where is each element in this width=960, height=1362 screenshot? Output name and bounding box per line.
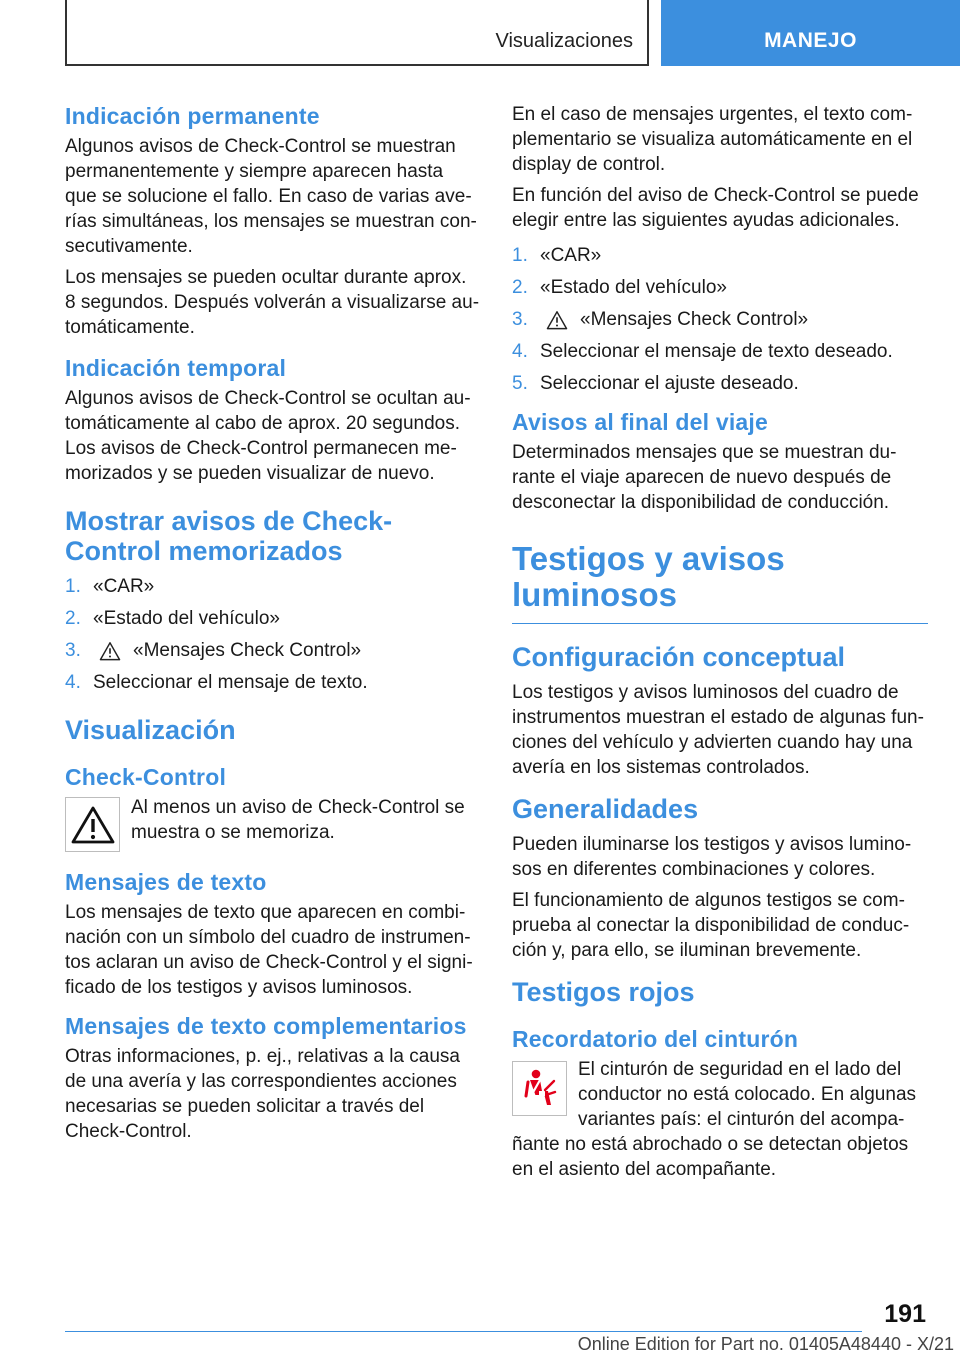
list-item [65,574,479,599]
heading-testigos-avisos: Testigos y avisos luminosos [512,541,928,624]
paragraph: El funcionamiento de algunos testigos se comprueba al conectar la disponibilidad de conducción y, para ello, se iluminan brevemente. [512,890,910,961]
step-number: 1. [512,245,528,266]
list-item [512,371,928,396]
paragraph: Otras informaciones, p. ej., relativas a la causa de una avería y las correspondientes acciones necesarias se pueden solicitar a través del Check-Control. [65,1046,460,1142]
heading-indicacion-temporal: Indicación temporal [65,355,287,381]
heading-avisos-final-viaje: Avisos al final del viaje [512,409,768,435]
step-text: Seleccionar el mensaje de texto. [93,672,368,693]
steps-list [65,574,479,695]
heading-testigos-rojos: Testigos rojos [512,977,695,1007]
list-item [65,670,479,695]
heading-configuracion: Configuración conceptual [512,642,846,672]
footer-edition-text: Online Edition for Part no. 01405A48440 - X/21 [577,1334,954,1354]
step-number: 5. [512,373,528,394]
paragraph: Los mensajes se pueden ocultar durante aprox. 8 segundos. Después volverán a visualizarse automáticamente. [65,267,480,338]
paragraph: En función del aviso de Check-Control se puede elegir entre las siguientes ayudas adicionales. [512,185,919,231]
step-number: 4. [512,341,528,362]
check-control-block [65,795,479,852]
heading-check-control: Check-Control [65,764,227,790]
step-text: «Mensajes Check Control» [133,640,362,661]
paragraph: En el caso de mensajes urgentes, el texto complementario se visualiza automáticamente en el display de control. [512,104,913,175]
list-item [512,275,928,300]
step-text: «Estado del vehículo» [540,277,727,298]
step-text: «Mensajes Check Control» [580,309,809,330]
seatbelt-text: El cinturón de seguridad en el lado del conductor no está colocado. En algunas variantes país: el cinturón del acompañante no está abrochado o se detectan objetos en el asiento del acompañante. [512,1059,917,1180]
step-number: 3. [65,640,81,661]
list-item [65,638,479,663]
heading-generalidades: Generalidades [512,794,699,824]
heading-indicacion-permanente: Indicación permanente [65,103,320,129]
list-item [65,606,479,631]
warning-triangle-icon [546,310,568,330]
paragraph: Los mensajes de texto que aparecen en combinación con un símbolo del cuadro de instrumentos aclaran un aviso de Check-Control y el significado de los testigos y avisos luminosos. [65,902,473,998]
heading-mensajes-complementarios: Mensajes de texto complementarios [65,1013,467,1039]
list-item [512,307,928,332]
paragraph: Algunos avisos de Check-Control se ocultan automáticamente al cabo de aprox. 20 segundos. Los avisos de Check-Control permanecen memorizados y se pueden visualizar de nuevo. [65,388,471,484]
heading-visualizacion: Visualización [65,715,236,745]
list-item [512,243,928,268]
seatbelt-warning-icon [518,1067,562,1111]
list-item [512,339,928,364]
chapter-tab[interactable]: MANEJO [661,0,960,66]
left-column [65,102,479,1150]
seatbelt-symbol-box [512,1061,567,1116]
footer-divider [65,1331,862,1332]
heading-mensajes-texto: Mensajes de texto [65,869,267,895]
header-section-box [65,0,649,66]
warning-triangle-icon [99,641,121,661]
check-control-text: Al menos un aviso de Check-Control se muestra o se memoriza. [131,797,465,843]
warning-triangle-icon [70,805,116,845]
check-control-symbol-box [65,797,120,852]
step-text: «CAR» [540,245,602,266]
paragraph: Determinados mensajes que se muestran durante el viaje aparecen de nuevo después de desconectar la disponibilidad de conducción. [512,442,897,513]
steps-list [512,243,928,396]
step-number: 3. [512,309,528,330]
step-text: «CAR» [93,576,155,597]
heading-mostrar-avisos: Mostrar avisos de Check-Control memorizados [65,506,393,566]
heading-recordatorio-cinturon: Recordatorio del cinturón [512,1026,799,1052]
step-text: «Estado del vehículo» [93,608,280,629]
page-number: 191 [884,1300,926,1328]
step-text: Seleccionar el ajuste deseado. [540,373,799,394]
step-text: Seleccionar el mensaje de texto deseado. [540,341,893,362]
step-number: 2. [512,277,528,298]
paragraph: Los testigos y avisos luminosos del cuadro de instrumentos muestran el estado de algunas funciones del vehículo y advierten cuando hay una avería en los sistemas controlados. [512,682,924,778]
right-column [512,102,928,1190]
paragraph: Algunos avisos de Check-Control se muestran permanentemente y siempre aparecen hasta que se solucione el fallo. En caso de varias averías simultáneas, los mensajes se muestran consecutivamente. [65,136,477,257]
section-title: Visualizaciones [495,30,633,52]
seatbelt-block [512,1057,928,1182]
step-number: 1. [65,576,81,597]
step-number: 2. [65,608,81,629]
step-number: 4. [65,672,81,693]
paragraph: Pueden iluminarse los testigos y avisos luminosos en diferentes combinaciones y colores. [512,834,912,880]
